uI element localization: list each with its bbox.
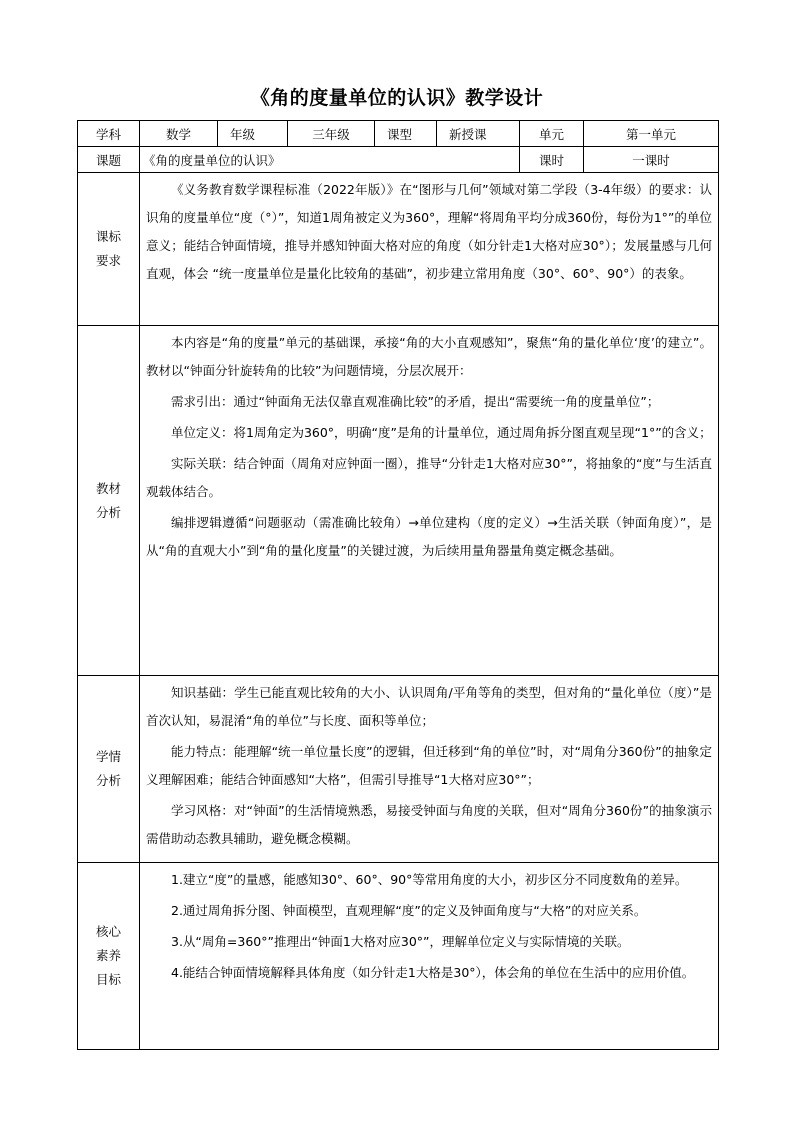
subject-label: 学科 <box>78 121 140 147</box>
section-paragraph: 本内容是“角的度量”单元的基础课，承接“角的大小直观感知”，聚焦“角的量化单位‘度’的建立”。教材以“钟面分针旋转角的比较”为问题情境，分层次展开： <box>146 335 712 378</box>
section-label-line: 课标 <box>95 229 121 244</box>
section-label-line: 目标 <box>95 972 121 987</box>
grade-label: 年级 <box>218 121 288 147</box>
section-content-standards <box>140 173 719 326</box>
lesson-type-value: 新授课 <box>437 121 520 147</box>
section-label-line: 分析 <box>95 504 121 520</box>
section-paragraph: 需求引出：通过“钟面角无法仅靠直观准确比较”的矛盾，提出“需要统一角的度量单位”； <box>171 394 660 409</box>
grade-value: 三年级 <box>288 121 375 147</box>
section-paragraph: 2.通过周角拆分图、钟面模型，直观理解“度”的定义及钟面角度与“大格”的对应关系。 <box>171 903 647 918</box>
section-content-goals <box>140 863 719 1050</box>
section-paragraph: 编排逻辑遵循“问题驱动（需准确比较角）→单位建构（度的定义）→生活关联（钟面角度）”，是从“角的直观大小”到“角的量化度量”的关键过渡，为后续用量角器量角奠定概念基础。 <box>146 515 712 558</box>
section-label-goals <box>78 863 140 1050</box>
section-paragraph: 单位定义：将1周角定为360°，明确“度”是角的计量单位，通过周角拆分图直观呈现“1°”的含义； <box>171 425 712 440</box>
unit-value: 第一单元 <box>584 121 719 147</box>
lesson-plan-table <box>77 120 719 1050</box>
hours-label: 课时 <box>520 147 584 173</box>
section-paragraph: 能力特点：能理解“统一单位量长度”的逻辑，但迁移到“角的单位”时，对“周角分360份”的抽象定义理解困难；能结合钟面感知“大格”，但需引导推导“1大格对应30°”； <box>146 744 712 787</box>
section-content-students <box>140 676 719 863</box>
topic-value: 《角的度量单位的认识》 <box>140 147 520 173</box>
section-row-students <box>78 676 719 863</box>
section-label-line: 教材 <box>95 480 121 496</box>
section-label-line: 素养 <box>95 948 121 963</box>
section-paragraph: 1.建立“度”的量感，能感知30°、60°、90°等常用角度的大小，初步区分不同度数角的差异。 <box>171 872 688 887</box>
hours-value: 一课时 <box>584 147 719 173</box>
page-title: 《角的度量单位的认识》教学设计 <box>250 87 544 109</box>
section-paragraph: 《义务教育数学课程标准（2022年版）》在“图形与几何”领域对第二学段（3-4年级）的要求：认识角的度量单位“度（°）”，知道1周角被定义为360°，理解“将周角平均分成360份，每份为1°”的单位意义；能结合钟面情境，推导并感知钟面大格对应的角度（如分针走1大格对应30°）；发展量感与几何直观，体会 “统一度量单位是量化比较角的基础”，初步建立常用角度（30°、60°、90°）的表象。 <box>146 182 712 281</box>
section-row-goals <box>78 863 719 1050</box>
section-label-line: 分析 <box>95 773 121 788</box>
section-content-textbook <box>140 326 719 676</box>
subject-value: 数学 <box>140 121 218 147</box>
section-label-line: 要求 <box>95 253 121 268</box>
section-paragraph: 3.从“周角=360°”推理出“钟面1大格对应30°”，理解单位定义与实际情境的关联。 <box>171 934 630 949</box>
section-row-standards <box>78 173 719 326</box>
section-label-line: 学情 <box>95 749 121 764</box>
header-row-2 <box>78 147 719 173</box>
section-paragraph: 实际关联：结合钟面（周角对应钟面一圈），推导“分针走1大格对应30°”，将抽象的“度”与生活直观载体结合。 <box>146 456 712 499</box>
topic-label: 课题 <box>78 147 140 173</box>
section-label-standards <box>78 173 140 326</box>
lesson-type-label: 课型 <box>375 121 437 147</box>
section-label-textbook <box>78 326 140 676</box>
section-label-students <box>78 676 140 863</box>
header-row-1 <box>78 121 719 147</box>
unit-label: 单元 <box>520 121 584 147</box>
section-paragraph: 4.能结合钟面情境解释具体角度（如分针走1大格是30°），体会角的单位在生活中的应用价值。 <box>171 965 695 980</box>
section-paragraph: 知识基础：学生已能直观比较角的大小、认识周角/平角等角的类型，但对角的“量化单位（度）”是首次认知，易混淆“角的单位”与长度、面积等单位； <box>146 685 712 728</box>
section-row-textbook <box>78 326 719 676</box>
section-label-line: 核心 <box>95 924 121 939</box>
section-paragraph: 学习风格：对“钟面”的生活情境熟悉，易接受钟面与角度的关联，但对“周角分360份”的抽象演示需借助动态教具辅助，避免概念模糊。 <box>146 803 712 846</box>
